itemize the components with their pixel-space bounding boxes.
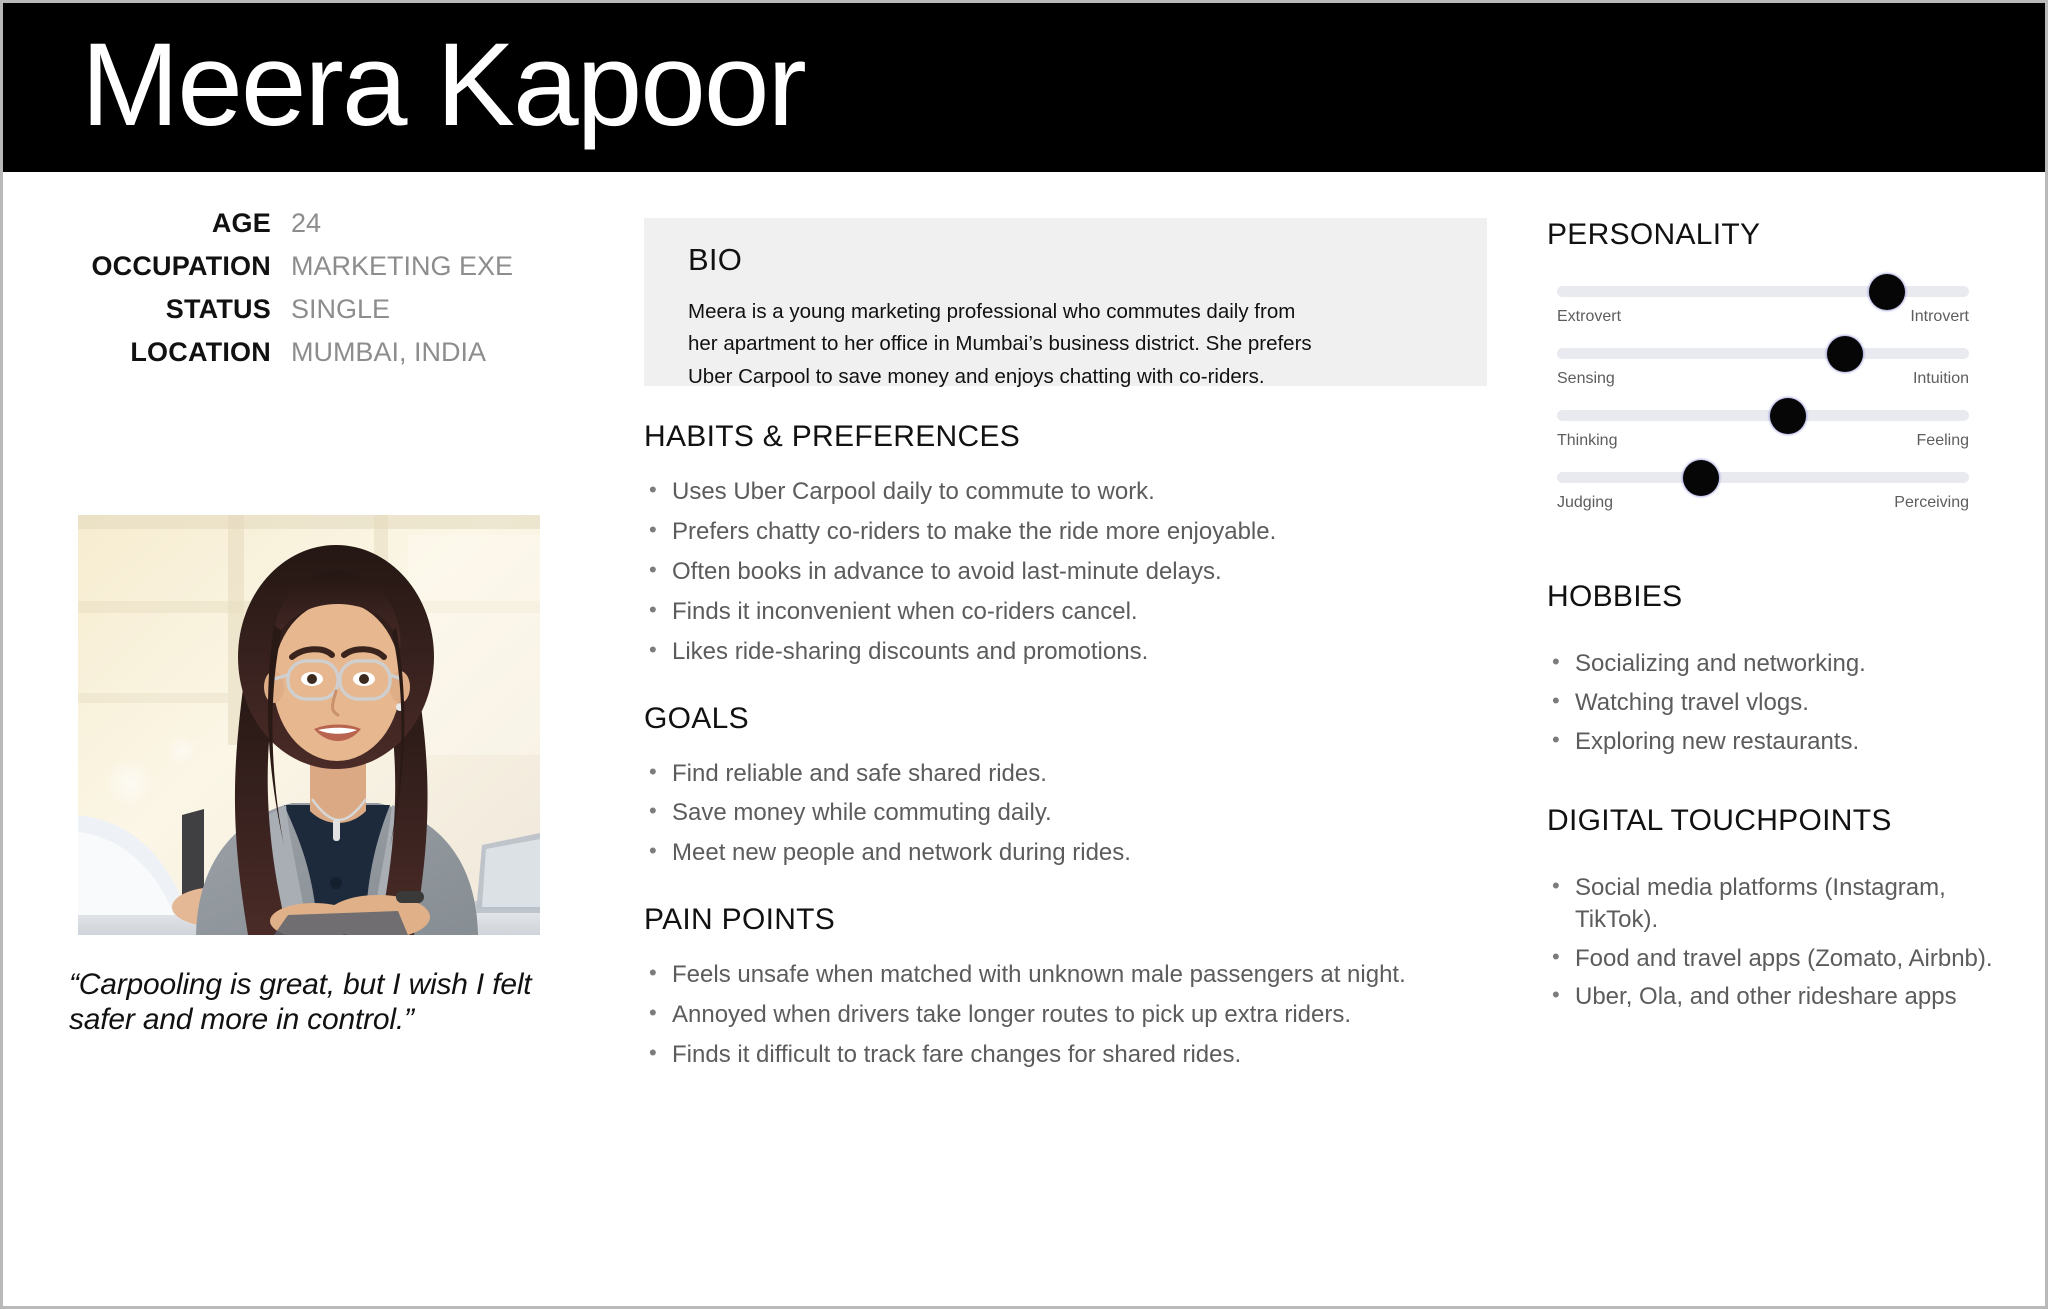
slider-label-right: Feeling bbox=[1916, 432, 1969, 449]
personality-title: PERSONALITY bbox=[1547, 218, 1761, 251]
attribute-value-occupation: MARKETING EXE bbox=[290, 251, 513, 281]
list-item: • Often books in advance to avoid last-minute delays. bbox=[644, 556, 1487, 588]
habits-list bbox=[644, 476, 1487, 668]
habits-title: HABITS & PREFERENCES bbox=[644, 420, 1021, 453]
list-item: • Annoyed when drivers take longer routes to pick up extra riders. bbox=[644, 999, 1487, 1031]
bio-title: BIO bbox=[688, 242, 743, 277]
list-item: • Uses Uber Carpool daily to commute to work. bbox=[644, 476, 1487, 508]
pain-points-section bbox=[644, 903, 1487, 1071]
slider-track[interactable] bbox=[1557, 348, 1969, 359]
pain-points-list bbox=[644, 959, 1487, 1071]
persona-quote: “Carpooling is great, but I wish I felt safer and more in control.” bbox=[69, 968, 532, 1036]
digital-touchpoints-title: DIGITAL TOUCHPOINTS bbox=[1547, 803, 1892, 837]
list-item: • Prefers chatty co-riders to make the ride more enjoyable. bbox=[644, 516, 1487, 548]
pain-points-title: PAIN POINTS bbox=[644, 903, 836, 937]
goals-list bbox=[644, 758, 1487, 870]
slider-track[interactable] bbox=[1557, 410, 1969, 421]
list-item: • Watching travel vlogs. bbox=[1547, 687, 2007, 719]
portrait-illustration bbox=[78, 515, 540, 935]
list-item: • Find reliable and safe shared rides. bbox=[644, 758, 1487, 790]
slider-knob[interactable] bbox=[1683, 460, 1719, 496]
goals-title: GOALS bbox=[644, 701, 749, 735]
slider-knob[interactable] bbox=[1827, 336, 1863, 372]
attribute-label-status: STATUS bbox=[165, 294, 271, 324]
bio-card bbox=[644, 218, 1487, 386]
middle-column bbox=[644, 218, 1487, 1079]
bio-text: Meera is a young marketing professional who commutes daily from her apartment to her office in Mumbai’s business district. She prefers Uber Carpool to save money and enjoys chatting with co-riders. bbox=[688, 300, 1312, 388]
table-row bbox=[33, 251, 513, 294]
slider-label-right: Introvert bbox=[1910, 308, 1969, 325]
slider-label-left: Sensing bbox=[1557, 370, 1615, 387]
list-item: • Meet new people and network during rides. bbox=[644, 837, 1487, 869]
list-item: • Save money while commuting daily. bbox=[644, 797, 1487, 829]
hobbies-section bbox=[1547, 580, 2007, 758]
slider-thinking-feeling[interactable] bbox=[1547, 410, 2007, 472]
attribute-label-location: LOCATION bbox=[130, 337, 271, 367]
table-row bbox=[33, 294, 513, 337]
profile-attributes-table bbox=[33, 208, 513, 380]
slider-label-left: Extrovert bbox=[1557, 308, 1622, 325]
list-item: • Social media platforms (Instagram, TikTok). bbox=[1547, 872, 2007, 936]
list-item: • Exploring new restaurants. bbox=[1547, 726, 2007, 758]
slider-extrovert-introvert[interactable] bbox=[1547, 286, 2007, 348]
list-item: • Likes ride-sharing discounts and promotions. bbox=[644, 636, 1487, 668]
list-item: • Food and travel apps (Zomato, Airbnb). bbox=[1547, 943, 2007, 975]
slider-judging-perceiving[interactable] bbox=[1547, 472, 2007, 534]
list-item: • Finds it difficult to track fare changes for shared rides. bbox=[644, 1039, 1487, 1071]
left-column bbox=[3, 208, 573, 1036]
slider-track[interactable] bbox=[1557, 286, 1969, 297]
slider-track[interactable] bbox=[1557, 472, 1969, 483]
page-title: Meera Kapoor bbox=[81, 19, 805, 151]
attribute-label-occupation: OCCUPATION bbox=[91, 251, 271, 281]
list-item: • Finds it inconvenient when co-riders cancel. bbox=[644, 596, 1487, 628]
goals-section bbox=[644, 702, 1487, 870]
attribute-label-age: AGE bbox=[211, 208, 271, 238]
slider-knob[interactable] bbox=[1770, 398, 1806, 434]
slider-label-right: Intuition bbox=[1912, 370, 1969, 387]
list-item: • Uber, Ola, and other rideshare apps bbox=[1547, 981, 2007, 1013]
list-item: • Feels unsafe when matched with unknown male passengers at night. bbox=[644, 959, 1487, 991]
header-band bbox=[3, 3, 2045, 172]
right-column bbox=[1547, 218, 2007, 1020]
slider-label-left: Judging bbox=[1557, 494, 1614, 511]
personality-sliders bbox=[1547, 286, 2007, 534]
slider-knob[interactable] bbox=[1869, 274, 1905, 310]
hobbies-list bbox=[1547, 648, 2007, 758]
slider-label-right: Perceiving bbox=[1894, 494, 1969, 511]
avatar bbox=[78, 515, 540, 935]
digital-touchpoints-section bbox=[1547, 804, 2007, 1014]
attribute-value-status: SINGLE bbox=[290, 294, 390, 324]
slider-label-left: Thinking bbox=[1557, 432, 1618, 449]
habits-section bbox=[644, 420, 1487, 668]
attribute-value-age: 24 bbox=[290, 208, 321, 238]
hobbies-title: HOBBIES bbox=[1547, 580, 1683, 613]
digital-touchpoints-list bbox=[1547, 872, 2007, 1014]
table-row bbox=[33, 208, 513, 251]
list-item: • Socializing and networking. bbox=[1547, 648, 2007, 680]
table-row bbox=[33, 337, 513, 380]
attribute-value-location: MUMBAI, INDIA bbox=[290, 337, 486, 367]
